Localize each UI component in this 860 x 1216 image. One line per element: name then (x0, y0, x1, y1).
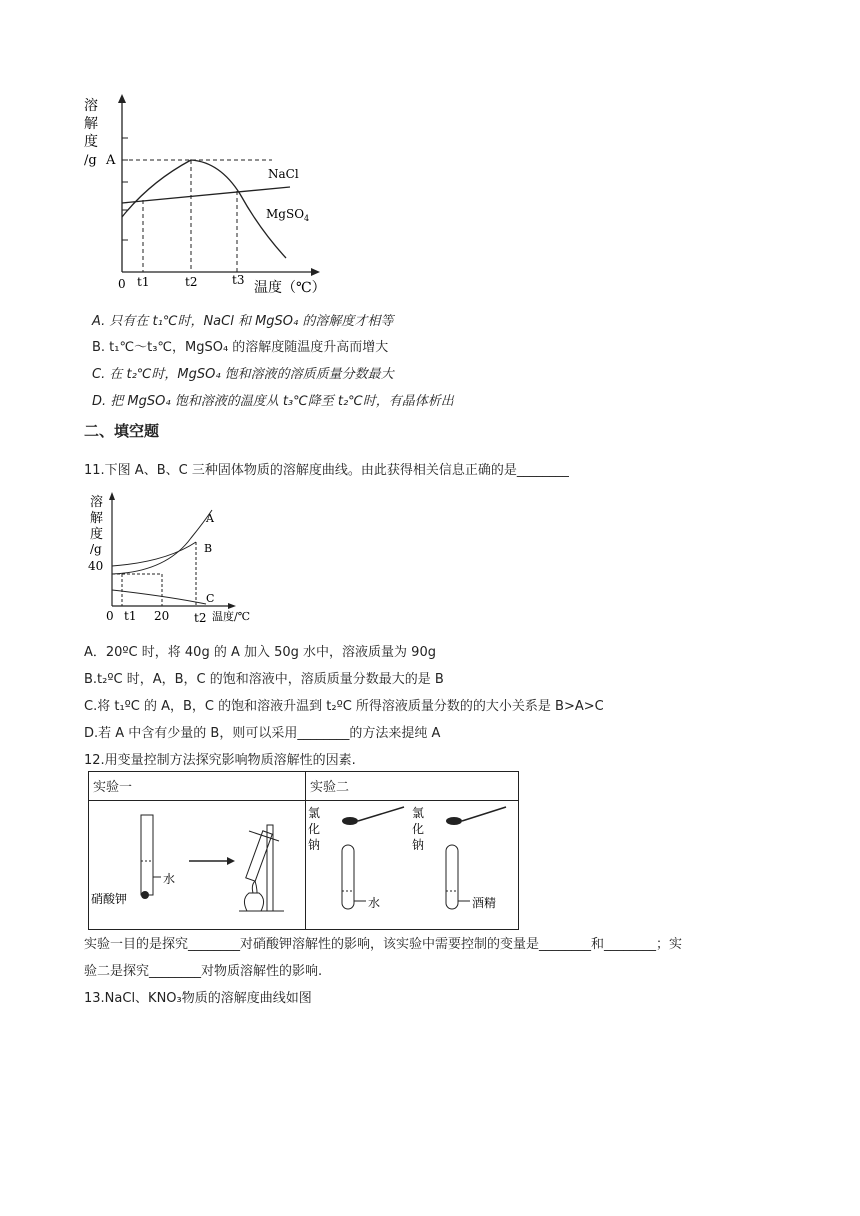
tick-t3: t3 (232, 273, 245, 287)
exp2-title: 实验二 (306, 772, 519, 801)
svg-text:氯: 氯 (412, 806, 425, 820)
svg-text:度: 度 (90, 527, 104, 542)
q12-answer-line2: 验二是探究________对物质溶解性的影响. (84, 964, 323, 979)
svg-text:温度/℃: 温度/℃ (212, 610, 251, 623)
q10-option-a: A. 只有在 t₁℃时，NaCl 和 MgSO₄ 的溶解度才相等 (92, 314, 394, 329)
y-label-1: 溶 (84, 98, 98, 114)
svg-text:t2: t2 (194, 611, 207, 625)
y-value-40: 40 (88, 559, 104, 573)
label-water-2: 水 (368, 896, 381, 910)
svg-text:溶: 溶 (90, 495, 104, 510)
nacl-label: NaCl (268, 167, 299, 181)
q11-option-b: B.t₂ºC 时，A，B，C 的饱和溶液中，溶质质量分数最大的是 B (84, 672, 444, 687)
x-origin: 0 (118, 277, 126, 291)
svg-text:/g: /g (90, 542, 102, 556)
label-water: 水 (163, 872, 176, 886)
q11-option-d: D.若 A 中含有少量的 B，则可以采用________的方法来提纯 A (84, 726, 441, 741)
label-a: A (206, 512, 214, 525)
q11-stem: 11.下图 A、B、C 三种固体物质的溶解度曲线。由此获得相关信息正确的是________ (84, 463, 569, 478)
svg-text:化: 化 (308, 822, 321, 836)
svg-text:氯: 氯 (308, 806, 321, 820)
mgso4-curve (122, 160, 286, 258)
experiment-table (88, 771, 519, 930)
q10-option-b: B. t₁℃～t₃℃，MgSO₄ 的溶解度随温度升高而增大 (92, 340, 389, 355)
q11-option-c: C.将 t₁ºC 的 A，B，C 的饱和溶液升温到 t₂ºC 所得溶液质量分数的的大小关系是 B>A>C (84, 699, 604, 714)
x-axis-arrow (311, 268, 320, 276)
label-alcohol: 酒精 (472, 896, 497, 910)
svg-text:解: 解 (90, 511, 104, 526)
exp1-figure (89, 801, 305, 925)
y-label-4: /g (84, 153, 97, 168)
exp1-cell (89, 801, 306, 930)
q12-stem: 12.用变量控制方法探究影响物质溶解性的因素. (84, 753, 356, 768)
y-label-3: 度 (84, 134, 98, 150)
q11-option-a: A．20ºC 时，将 40g 的 A 加入 50g 水中，溶液质量为 90g (84, 645, 436, 660)
q10-option-c: C. 在 t₂℃时，MgSO₄ 饱和溶液的溶质质量分数最大 (92, 367, 394, 382)
svg-text:钠: 钠 (308, 838, 321, 852)
svg-text:20: 20 (154, 609, 170, 623)
tick-t2: t2 (185, 275, 198, 289)
q12-answer-line1: 实验一目的是探究________对硝酸钾溶解性的影响，该实验中需要控制的变量是________和________；实 (84, 937, 683, 952)
svg-text:钠: 钠 (412, 838, 425, 852)
section-title: 二、填空题 (84, 422, 160, 440)
exp2-cell (306, 801, 519, 930)
svg-text:t1: t1 (124, 609, 137, 623)
tick-t1: t1 (137, 275, 150, 289)
y-axis-arrow (118, 94, 126, 103)
curve-c (112, 590, 206, 604)
solubility-graph-2 (86, 486, 261, 631)
svg-text:0: 0 (106, 609, 114, 623)
exp2-figure (306, 801, 518, 925)
solubility-graph-1 (80, 90, 340, 305)
curve-b (112, 542, 196, 566)
exp1-title: 实验一 (89, 772, 306, 801)
mgso4-label: MgSO$_4$ (266, 207, 310, 223)
q13-stem: 13.NaCl、KNO₃物质的溶解度曲线如图 (84, 991, 312, 1006)
nacl-curve (122, 187, 290, 203)
y-label-2: 解 (84, 116, 98, 132)
label-b: B (204, 542, 213, 555)
label-kno3: 硝酸钾 (91, 892, 128, 906)
label-c: C (206, 592, 215, 605)
svg-text:化: 化 (412, 822, 425, 836)
x-label: 温度（℃） (254, 280, 326, 296)
marker-a: A (106, 153, 116, 168)
q10-option-d: D. 把 MgSO₄ 饱和溶液的温度从 t₃℃降至 t₂℃时，有晶体析出 (92, 394, 454, 409)
